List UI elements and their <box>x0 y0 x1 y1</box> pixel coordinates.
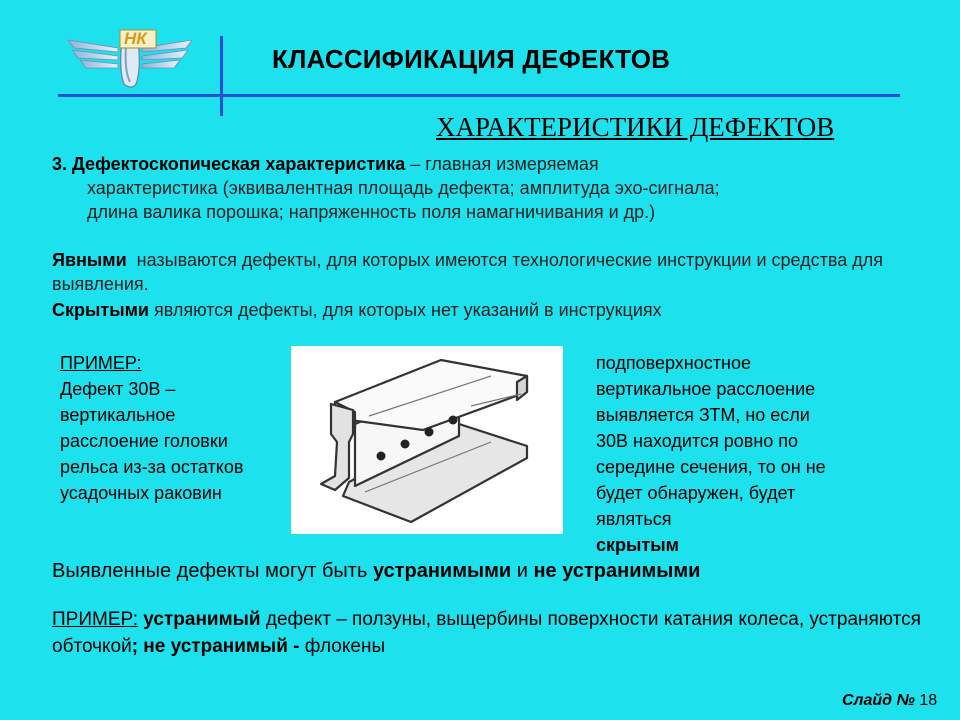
slide-number-value: 18 <box>919 692 938 709</box>
example1-line: рельса из-за остатков <box>60 457 244 477</box>
example1-right-text <box>596 350 896 558</box>
slide-subtitle: ХАРАКТЕРИСТИКИ ДЕФЕКТОВ <box>436 112 835 142</box>
explicit-term: Явными <box>52 250 127 270</box>
example1-line: Дефект 30В – <box>60 379 176 399</box>
example2-text-1: дефект – ползуны, выщербины поверхности катания колеса, устраняются обточкой <box>52 609 921 657</box>
explicit-defects-paragraph <box>52 248 912 296</box>
example2-label: ПРИМЕР: <box>52 609 139 630</box>
logo-text: НК <box>124 29 147 48</box>
detected-defects-sentence <box>52 558 932 584</box>
railway-logo <box>60 26 200 90</box>
detected-mid: и <box>511 560 534 582</box>
characteristic-text-3: длина валика порошка; напряженность поля намагничивания и др.) <box>87 202 656 222</box>
slide-number <box>842 692 937 710</box>
example1-right-line: 30В находится ровно по <box>596 431 799 451</box>
example1-right-line: будет обнаружен, будет <box>596 483 796 503</box>
header-horizontal-divider <box>58 94 900 97</box>
example2-text-2: флокены <box>299 636 386 657</box>
example1-right-last-bold: скрытым <box>596 535 679 555</box>
example1-label: ПРИМЕР: <box>60 353 142 373</box>
detected-removable: устранимыми <box>372 560 512 582</box>
paragraph-line-1 <box>52 152 912 176</box>
example2-non-removable: ; не устранимый - <box>131 636 300 657</box>
rail-image <box>291 346 563 534</box>
hidden-defects-paragraph <box>52 298 912 322</box>
example1-right-line: середине сечения, то он не <box>596 457 826 477</box>
characteristic-text-2: характеристика (эквивалентная площадь дефекта; амплитуда эхо-сигнала; <box>87 178 720 198</box>
slide-title: КЛАССИФИКАЦИЯ ДЕФЕКТОВ <box>272 44 671 74</box>
header-vertical-divider <box>220 36 223 116</box>
example2-removable: устранимый <box>138 609 261 630</box>
example1-right-last-plain: являться <box>596 509 677 529</box>
detected-text: Выявленные дефекты могут быть <box>52 560 373 582</box>
characteristic-text-1: – главная измеряемая <box>405 154 599 174</box>
example2-paragraph <box>52 606 932 660</box>
example1-line: усадочных раковин <box>60 483 222 503</box>
example1-line: расслоение головки <box>60 431 228 451</box>
hidden-term: Скрытыми <box>52 300 149 320</box>
detected-non-removable: не устранимыми <box>533 560 701 582</box>
characteristic-heading: 3. Дефектоскопическая характеристика <box>52 154 406 174</box>
example1-line: вертикальное <box>60 405 176 425</box>
example1-right-last-line <box>596 506 896 558</box>
rail-section-icon <box>291 346 563 534</box>
slide-label: Слайд № <box>842 692 915 709</box>
defectoscopic-characteristic-paragraph <box>52 152 912 224</box>
example1-right-line: выявляется ЗТМ, но если <box>596 405 810 425</box>
explicit-text: называются дефекты, для которых имеются технологические инструкции и средства для выявления. <box>52 250 889 294</box>
example1-right-line: вертикальное расслоение <box>596 379 816 399</box>
hidden-text: являются дефекты, для которых нет указаний в инструкциях <box>148 300 662 320</box>
example1-left-text <box>60 350 290 506</box>
example1-right-line: подповерхностное <box>596 353 751 373</box>
